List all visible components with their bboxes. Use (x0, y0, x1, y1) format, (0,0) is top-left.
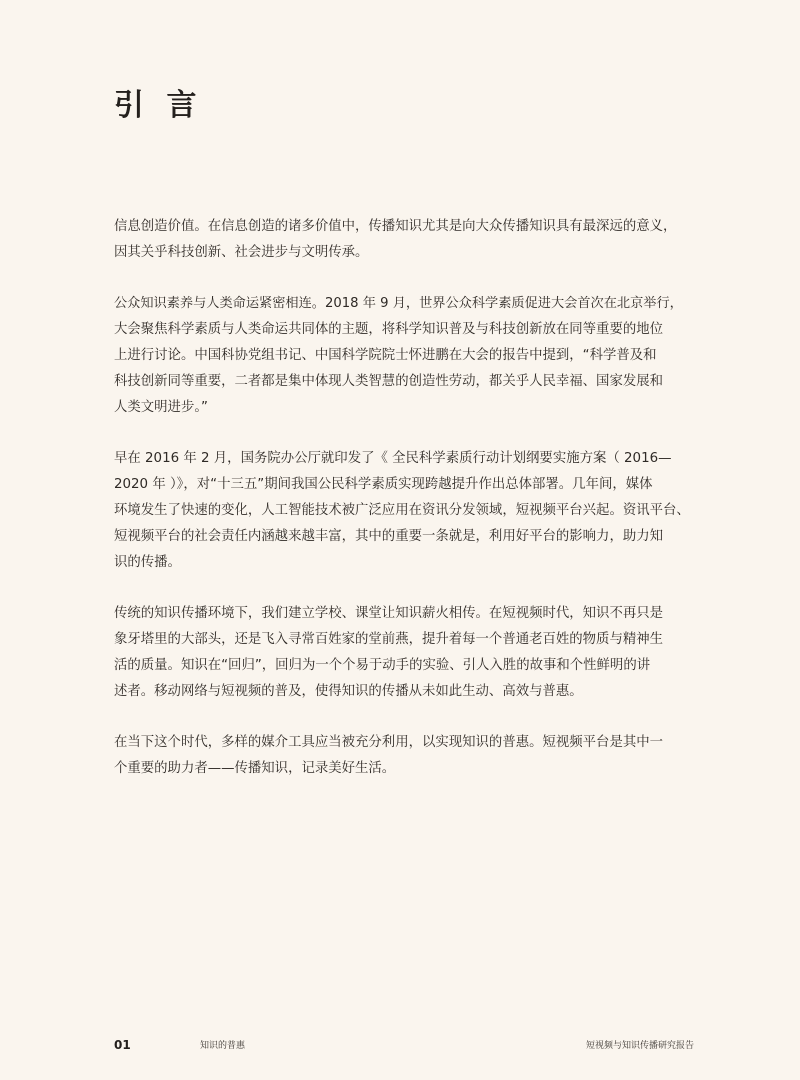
text-line: 2020 年 ）》，对“十三五”期间我国公民科学素质实现跨越提升作出总体部署。几年间，媒体 (114, 477, 653, 492)
page-number: 01 (114, 1038, 131, 1052)
text-line: 因其关乎科技创新、社会进步与文明传承。 (114, 245, 369, 260)
text-line: 信息创造价值。在信息创造的诸多价值中，传播知识尤其是向大众传播知识具有最深远的意义， (114, 219, 677, 234)
text-line: 传统的知识传播环境下，我们建立学校、课堂让知识薪火相传。在短视频时代，知识不再只是 (114, 606, 664, 621)
text-line: 个重要的助力者——传播知识，记录美好生活。 (114, 761, 396, 776)
body-text (114, 214, 690, 807)
text-line: 在当下这个时代，多样的媒介工具应当被充分利用，以实现知识的普惠。短视频平台是其中一 (114, 735, 664, 750)
text-line: 象牙塔里的大部头，还是飞入寻常百姓家的堂前燕，提升着每一个普通老百姓的物质与精神生 (114, 632, 664, 647)
text-line: 人类文明进步。” (114, 400, 208, 415)
text-line: 环境发生了快速的变化，人工智能技术被广泛应用在资讯分发领域，短视频平台兴起。资讯平台、 (114, 503, 690, 518)
text-line: 科技创新同等重要，二者都是集中体现人类智慧的创造性劳动，都关乎人民幸福、国家发展和 (114, 374, 664, 389)
page-footer (114, 1036, 694, 1056)
paragraph-1 (114, 214, 690, 266)
text-line: 上进行讨论。中国科协党组书记、中国科学院院士怀进鹏在大会的报告中提到，“科学普及和 (114, 348, 657, 363)
text-line: 述者。移动网络与短视频的普及，使得知识的传播从未如此生动、高效与普惠。 (114, 684, 583, 699)
text-line: 大会聚焦科学素质与人类命运共同体的主题，将科学知识普及与科技创新放在同等重要的地位 (114, 322, 664, 337)
page-title: 引 言 (114, 88, 203, 123)
text-line: 公众知识素养与人类命运紧密相连。2018 年 9 月，世界公众科学素质促进大会首次在北京举行， (114, 296, 683, 311)
text-line: 识的传播。 (114, 555, 181, 570)
text-line: 活的质量。知识在“回归”，回归为一个个易于动手的实验、引人入胜的故事和个性鲜明的讲 (114, 658, 651, 673)
paragraph-5 (114, 730, 690, 782)
paragraph-4 (114, 601, 690, 705)
paragraph-2 (114, 291, 690, 421)
text-line: 短视频平台的社会责任内涵越来越丰富，其中的重要一条就是，利用好平台的影响力，助力知 (114, 529, 664, 544)
paragraph-3 (114, 446, 690, 576)
footer-section-label: 知识的普惠 (200, 1041, 246, 1051)
text-line: 早在 2016 年 2 月，国务院办公厅就印发了《 全民科学素质行动计划纲要实施方案（ 2016— (114, 451, 672, 466)
footer-report-title: 短视频与知识传播研究报告 (585, 1041, 694, 1051)
